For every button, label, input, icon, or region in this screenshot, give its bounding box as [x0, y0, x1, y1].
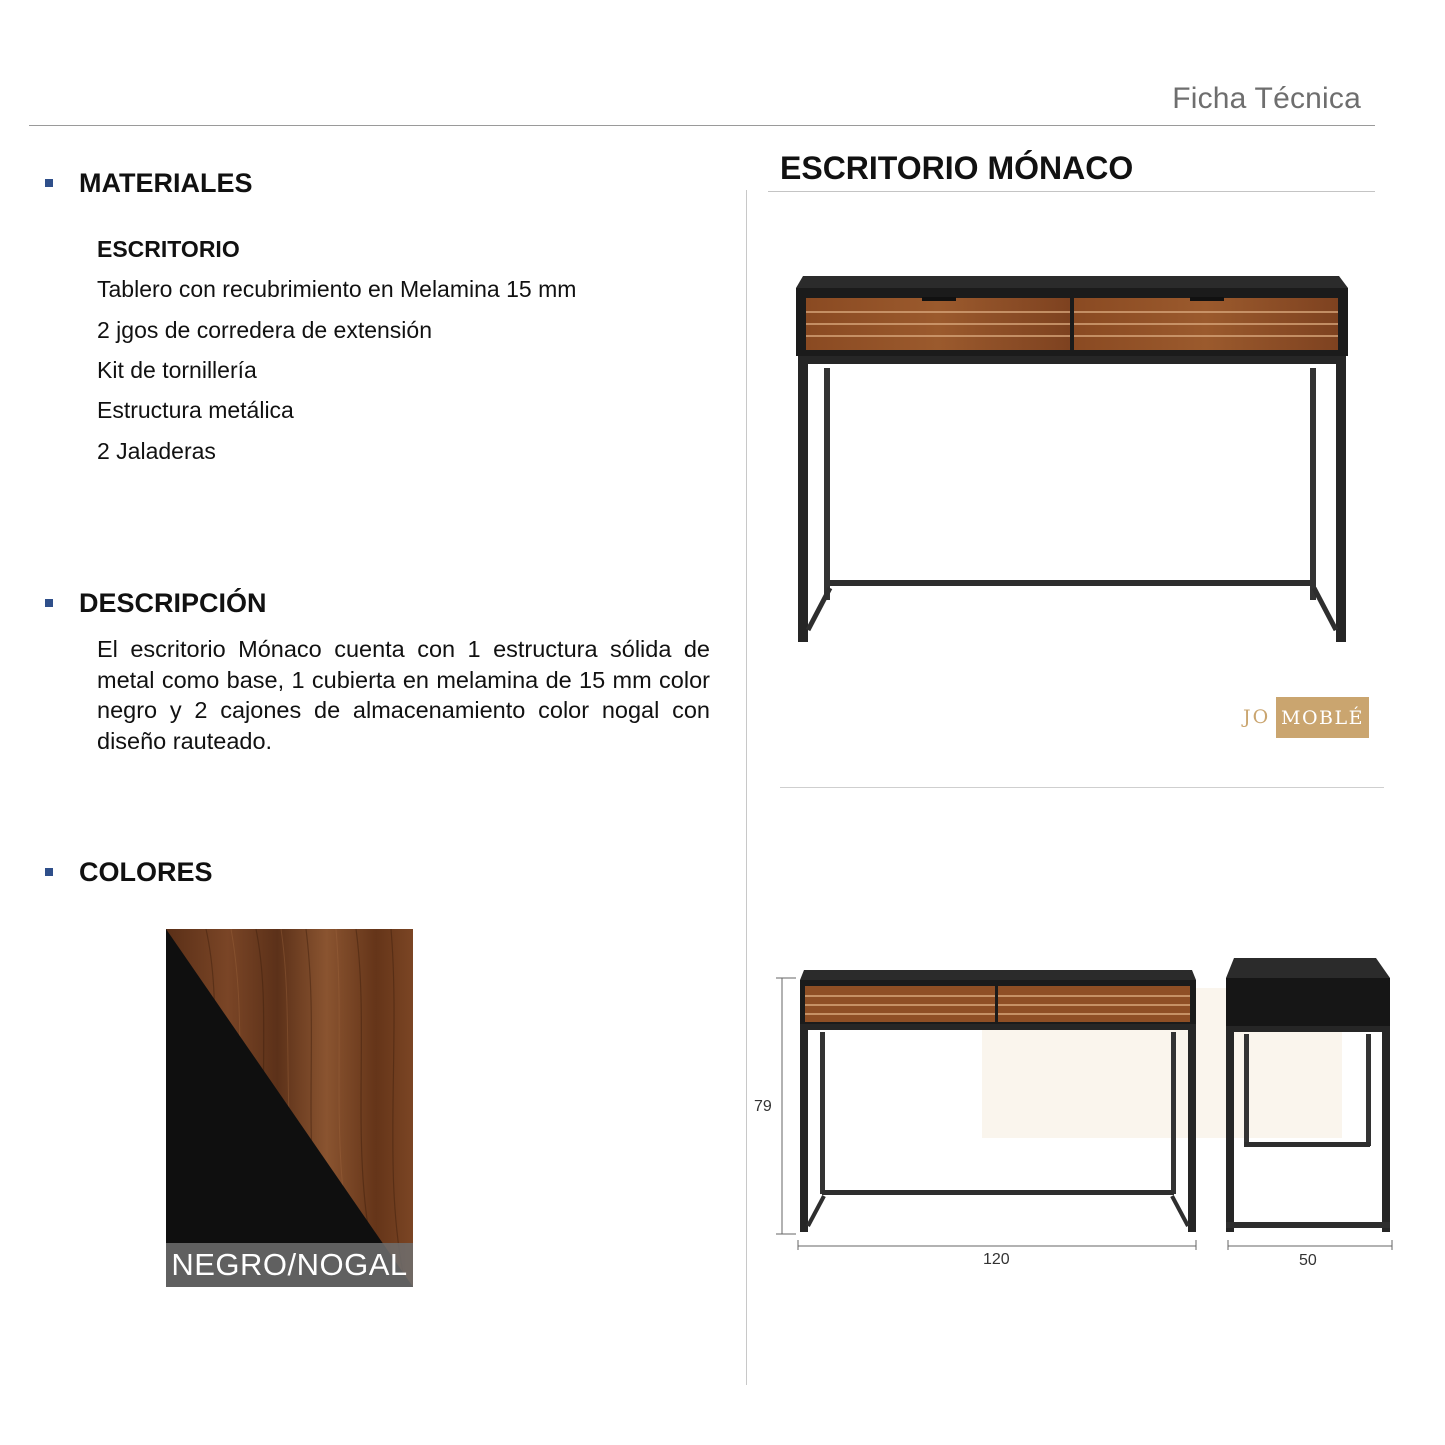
bullet-icon [45, 179, 53, 187]
material-item: Tablero con recubrimiento en Melamina 15 mm [97, 276, 577, 302]
materials-subheading: ESCRITORIO [97, 236, 240, 262]
desk-product-image [790, 270, 1355, 650]
title-divider [768, 191, 1375, 192]
materials-heading: MATERIALES [79, 168, 253, 198]
description-heading: DESCRIPCIÓN [79, 588, 267, 618]
material-item: Kit de tornillería [97, 357, 257, 383]
color-swatch-negro-nogal [166, 929, 413, 1287]
dimension-depth: 50 [1299, 1252, 1317, 1269]
material-item: Estructura metálica [97, 397, 294, 423]
desk-dimension-drawing [760, 950, 1400, 1250]
column-divider [746, 190, 747, 1385]
product-title: ESCRITORIO MÓNACO [780, 150, 1134, 186]
colors-heading: COLORES [79, 857, 213, 887]
document-type: Ficha Técnica [1172, 82, 1361, 115]
brand-logo-moble: MOBLÉ [1276, 697, 1369, 738]
bullet-icon [45, 868, 53, 876]
brand-logo-jo: JO [1243, 706, 1271, 728]
section-divider [780, 787, 1384, 788]
dimension-height: 79 [754, 1098, 772, 1115]
dimension-width: 120 [983, 1251, 1010, 1268]
header-divider [29, 125, 1375, 126]
swatch-label: NEGRO/NOGAL [166, 1243, 413, 1287]
material-item: 2 Jaladeras [97, 438, 216, 464]
bullet-icon [45, 599, 53, 607]
description-text: El escritorio Mónaco cuenta con 1 estructura sólida de metal como base, 1 cubierta en melamina de 15 mm color negro y 2 cajones de almacenamiento color nogal con diseño rauteado. [97, 636, 710, 754]
material-item: 2 jgos de corredera de extensión [97, 317, 432, 343]
